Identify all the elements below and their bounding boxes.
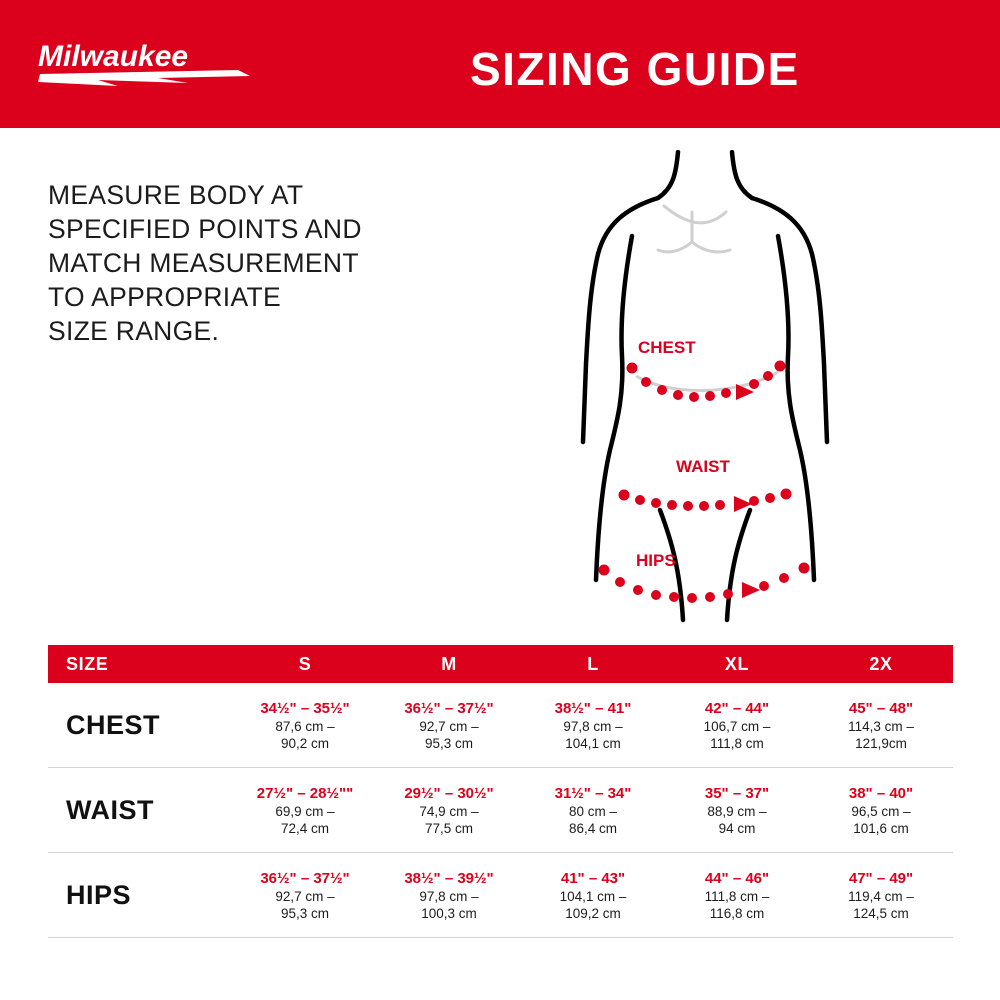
table-row: [48, 853, 953, 938]
waist-figure-label: WAIST: [676, 457, 730, 476]
hips-figure-label: HIPS: [636, 551, 676, 570]
table-header-row: [48, 645, 953, 683]
cell-hips-xl: [665, 853, 809, 937]
cm-value-line1: 106,7 cm –: [703, 718, 771, 734]
row-label-hips: HIPS: [66, 879, 132, 910]
inches-value: 38½" – 39½": [404, 869, 494, 887]
inches-value: 29½" – 30½": [404, 784, 494, 802]
cm-value-line1: 87,6 cm –: [275, 718, 335, 734]
cell-waist-2x: [809, 768, 953, 852]
cell-waist-s: [233, 768, 377, 852]
cm-value-line2: 116,8 cm: [709, 905, 765, 921]
column-header-xl: XL: [724, 653, 750, 674]
table-row: [48, 683, 953, 768]
column-header-size: SIZE: [66, 653, 109, 674]
instructions-line-1: MEASURE BODY AT: [48, 180, 304, 210]
cell-hips-2x: [809, 853, 953, 937]
inches-value: 42" – 44": [704, 699, 770, 717]
column-header-s: S: [298, 653, 312, 674]
inches-value: 36½" – 37½": [404, 699, 494, 717]
inches-value: 35" – 37": [704, 784, 770, 802]
milwaukee-logo: [38, 36, 258, 92]
cm-value-line1: 92,7 cm –: [275, 888, 335, 904]
inches-value: 31½" – 34": [554, 784, 632, 802]
cell-hips-l: [521, 853, 665, 937]
cm-value-line1: 88,9 cm –: [707, 803, 767, 819]
column-header-m: M: [441, 653, 457, 674]
cm-value-line2: 90,2 cm: [280, 735, 330, 751]
instructions-line-2: SPECIFIED POINTS AND: [48, 214, 362, 244]
row-label-chest: CHEST: [66, 709, 161, 740]
cell-waist-l: [521, 768, 665, 852]
cm-value-line2: 72,4 cm: [280, 820, 330, 836]
instructions-line-3: MATCH MEASUREMENT: [48, 248, 359, 278]
cm-value-line1: 97,8 cm –: [419, 888, 479, 904]
size-table: [48, 645, 953, 938]
inches-value: 47" – 49": [848, 869, 914, 887]
instructions-text: [48, 178, 468, 348]
cm-value-line1: 104,1 cm –: [559, 888, 627, 904]
page-title: SIZING GUIDE: [470, 43, 800, 95]
cell-chest-m: [377, 683, 521, 767]
cell-chest-l: [521, 683, 665, 767]
inches-value: 45" – 48": [848, 699, 914, 717]
instructions-line-4: TO APPROPRIATE: [48, 282, 281, 312]
cm-value-line1: 97,8 cm –: [563, 718, 623, 734]
cm-value-line1: 69,9 cm –: [275, 803, 335, 819]
inches-value: 44" – 46": [704, 869, 770, 887]
svg-text:Milwaukee: Milwaukee: [38, 40, 189, 73]
cm-value-line2: 109,2 cm: [565, 905, 621, 921]
cm-value-line2: 94 cm: [718, 820, 756, 836]
cm-value-line2: 100,3 cm: [421, 905, 477, 921]
cm-value-line1: 96,5 cm –: [851, 803, 911, 819]
cm-value-line1: 80 cm –: [568, 803, 618, 819]
header-banner: [0, 0, 1000, 128]
cell-hips-m: [377, 853, 521, 937]
cell-chest-xl: [665, 683, 809, 767]
cm-value-line2: 101,6 cm: [853, 820, 909, 836]
cm-value-line1: 111,8 cm –: [704, 888, 770, 904]
cell-hips-s: [233, 853, 377, 937]
cell-waist-xl: [665, 768, 809, 852]
inches-value: 41" – 43": [560, 869, 626, 887]
body-diagram: [540, 150, 870, 630]
cm-value-line1: 74,9 cm –: [419, 803, 479, 819]
cm-value-line2: 95,3 cm: [280, 905, 330, 921]
row-label-waist: WAIST: [66, 794, 154, 825]
cell-chest-s: [233, 683, 377, 767]
cm-value-line2: 86,4 cm: [568, 820, 618, 836]
cm-value-line2: 95,3 cm: [424, 735, 474, 751]
column-header-2x: 2X: [869, 653, 893, 674]
inches-value: 27½" – 28½"": [256, 784, 354, 802]
cm-value-line1: 92,7 cm –: [419, 718, 479, 734]
cm-value-line2: 121,9cm: [855, 735, 907, 751]
inches-value: 36½" – 37½": [260, 869, 350, 887]
cm-value-line2: 104,1 cm: [565, 735, 621, 751]
column-header-l: L: [587, 653, 599, 674]
inches-value: 34½" – 35½": [260, 699, 350, 717]
cm-value-line1: 119,4 cm –: [848, 888, 914, 904]
table-row: [48, 768, 953, 853]
inches-value: 38½" – 41": [554, 699, 632, 717]
cm-value-line2: 77,5 cm: [424, 820, 474, 836]
cm-value-line1: 114,3 cm –: [848, 718, 914, 734]
instructions-line-5: SIZE RANGE.: [48, 316, 220, 346]
chest-figure-label: CHEST: [638, 338, 696, 357]
cell-waist-m: [377, 768, 521, 852]
inches-value: 38" – 40": [848, 784, 914, 802]
cell-chest-2x: [809, 683, 953, 767]
cm-value-line2: 111,8 cm: [710, 735, 764, 751]
cm-value-line2: 124,5 cm: [853, 905, 909, 921]
